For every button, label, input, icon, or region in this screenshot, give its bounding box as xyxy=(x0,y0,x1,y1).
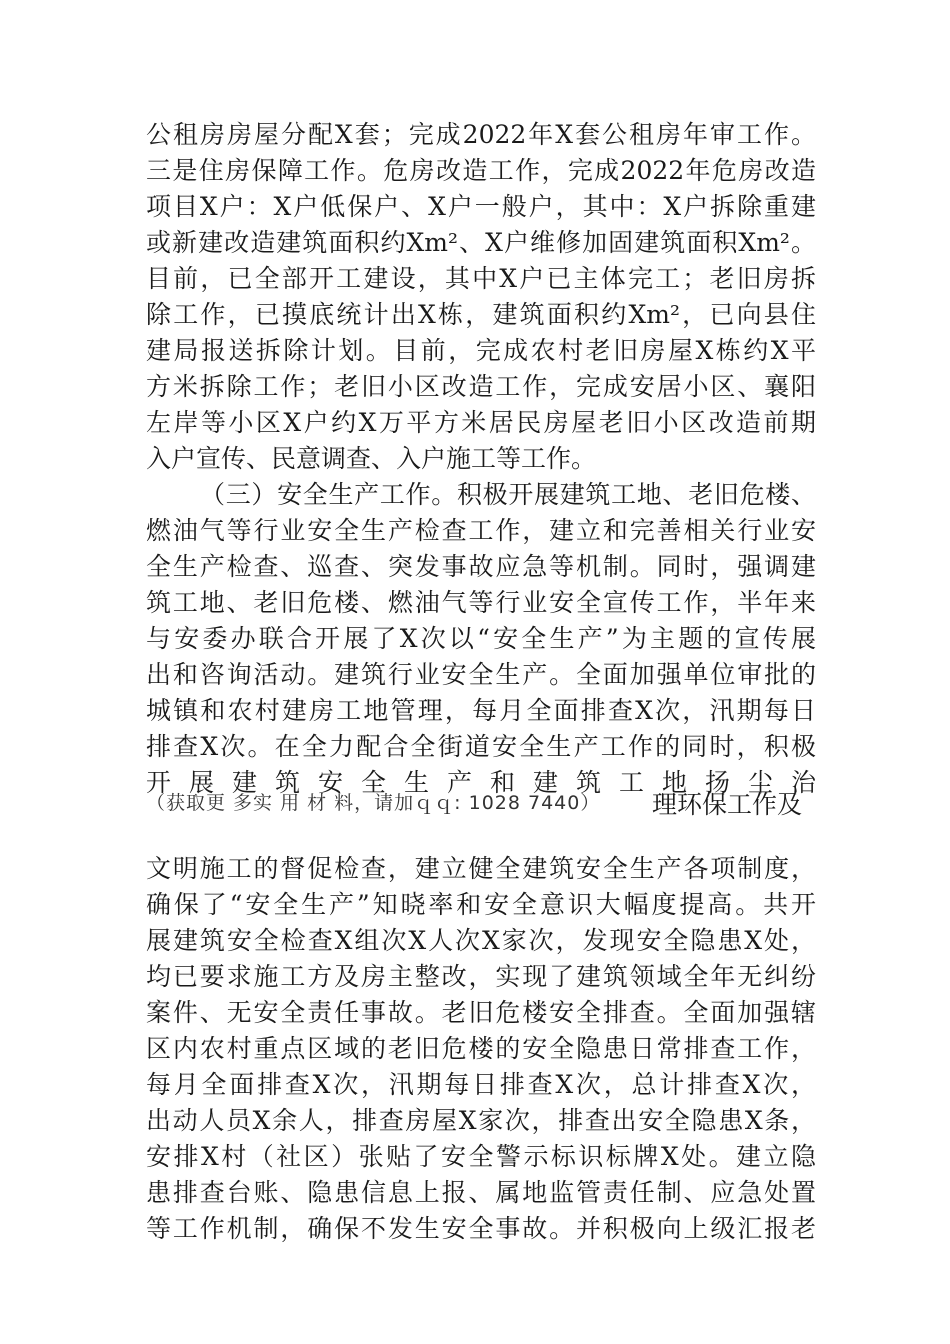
text-line: 患排查台账、隐患信息上报、属地监管责任制、应急处置 xyxy=(146,1178,816,1207)
text-line: 案件、无安全责任事故。老旧危楼安全排查。全面加强辖 xyxy=(146,998,816,1027)
text-line: 理环保工作及 xyxy=(652,790,803,819)
text-line: 出和咨询活动。建筑行业安全生产。全面加强单位审批的 xyxy=(146,660,816,689)
text-line: 区内农村重点区域的老旧危楼的安全隐患日常排查工作， xyxy=(146,1034,816,1063)
text-line: 建局报送拆除计划。目前，完成农村老旧房屋X栋约X平 xyxy=(146,336,816,365)
text-line: 入户宣传、民意调查、入户施工等工作。 xyxy=(146,444,597,473)
text-line: 确保了“安全生产”知晓率和安全意识大幅度提高。共开 xyxy=(146,890,816,919)
promo-text: （获取更 多实 用 材 料，请加ｑｑ: 1028 7440） xyxy=(146,792,601,814)
text-line: 与安委办联合开展了X次以“安全生产”为主题的宣传展 xyxy=(146,624,816,653)
text-line: 方米拆除工作；老旧小区改造工作，完成安居小区、襄阳 xyxy=(146,372,816,401)
text-line: 均已要求施工方及房主整改，实现了建筑领域全年无纠纷 xyxy=(146,962,816,991)
text-line: 左岸等小区X户约X万平方米居民房屋老旧小区改造前期 xyxy=(146,408,816,437)
text-line: 目前，已全部开工建设，其中X户已主体完工；老旧房拆 xyxy=(146,264,816,293)
text-line: 筑工地、老旧危楼、燃油气等行业安全宣传工作，半年来 xyxy=(146,588,816,617)
text-line: 项目X户：X户低保户、X户一般户，其中：X户拆除重建 xyxy=(146,192,816,221)
text-line: 展建筑安全检查X组次X人次X家次，发现安全隐患X处， xyxy=(146,926,816,955)
section-heading-line: （三）安全生产工作。积极开展建筑工地、老旧危楼、 xyxy=(200,480,816,509)
text-line: 公租房房屋分配X套；完成2022年X套公租房年审工作。 xyxy=(146,120,816,149)
text-line: 燃油气等行业安全生产检查工作，建立和完善相关行业安 xyxy=(146,516,816,545)
text-line: 三是住房保障工作。危房改造工作，完成2022年危房改造 xyxy=(146,156,816,185)
text-line: 出动人员X余人，排查房屋X家次，排查出安全隐患X条， xyxy=(146,1106,816,1135)
text-line: 排查X次。在全力配合全街道安全生产工作的同时，积极 xyxy=(146,732,816,761)
text-line: 安排X村（社区）张贴了安全警示标识标牌X处。建立隐 xyxy=(146,1142,816,1171)
text-line: 除工作，已摸底统计出X栋，建筑面积约Xm²，已向县住 xyxy=(146,300,816,329)
text-line: 每月全面排查X次，汛期每日排查X次，总计排查X次， xyxy=(146,1070,816,1099)
text-line: 城镇和农村建房工地管理，每月全面排查X次，汛期每日 xyxy=(146,696,816,725)
text-line: 全生产检查、巡查、突发事故应急等机制。同时，强调建 xyxy=(146,552,816,581)
text-line: 或新建改造建筑面积约Xm²、X户维修加固建筑面积Xm²。 xyxy=(146,228,816,257)
text-line: 开展建筑安全生产和建筑工地扬尘治 xyxy=(146,768,816,797)
text-line: 等工作机制，确保不发生安全事故。并积极向上级汇报老 xyxy=(146,1214,816,1243)
text-line: 文明施工的督促检查，建立健全建筑安全生产各项制度， xyxy=(146,854,816,883)
